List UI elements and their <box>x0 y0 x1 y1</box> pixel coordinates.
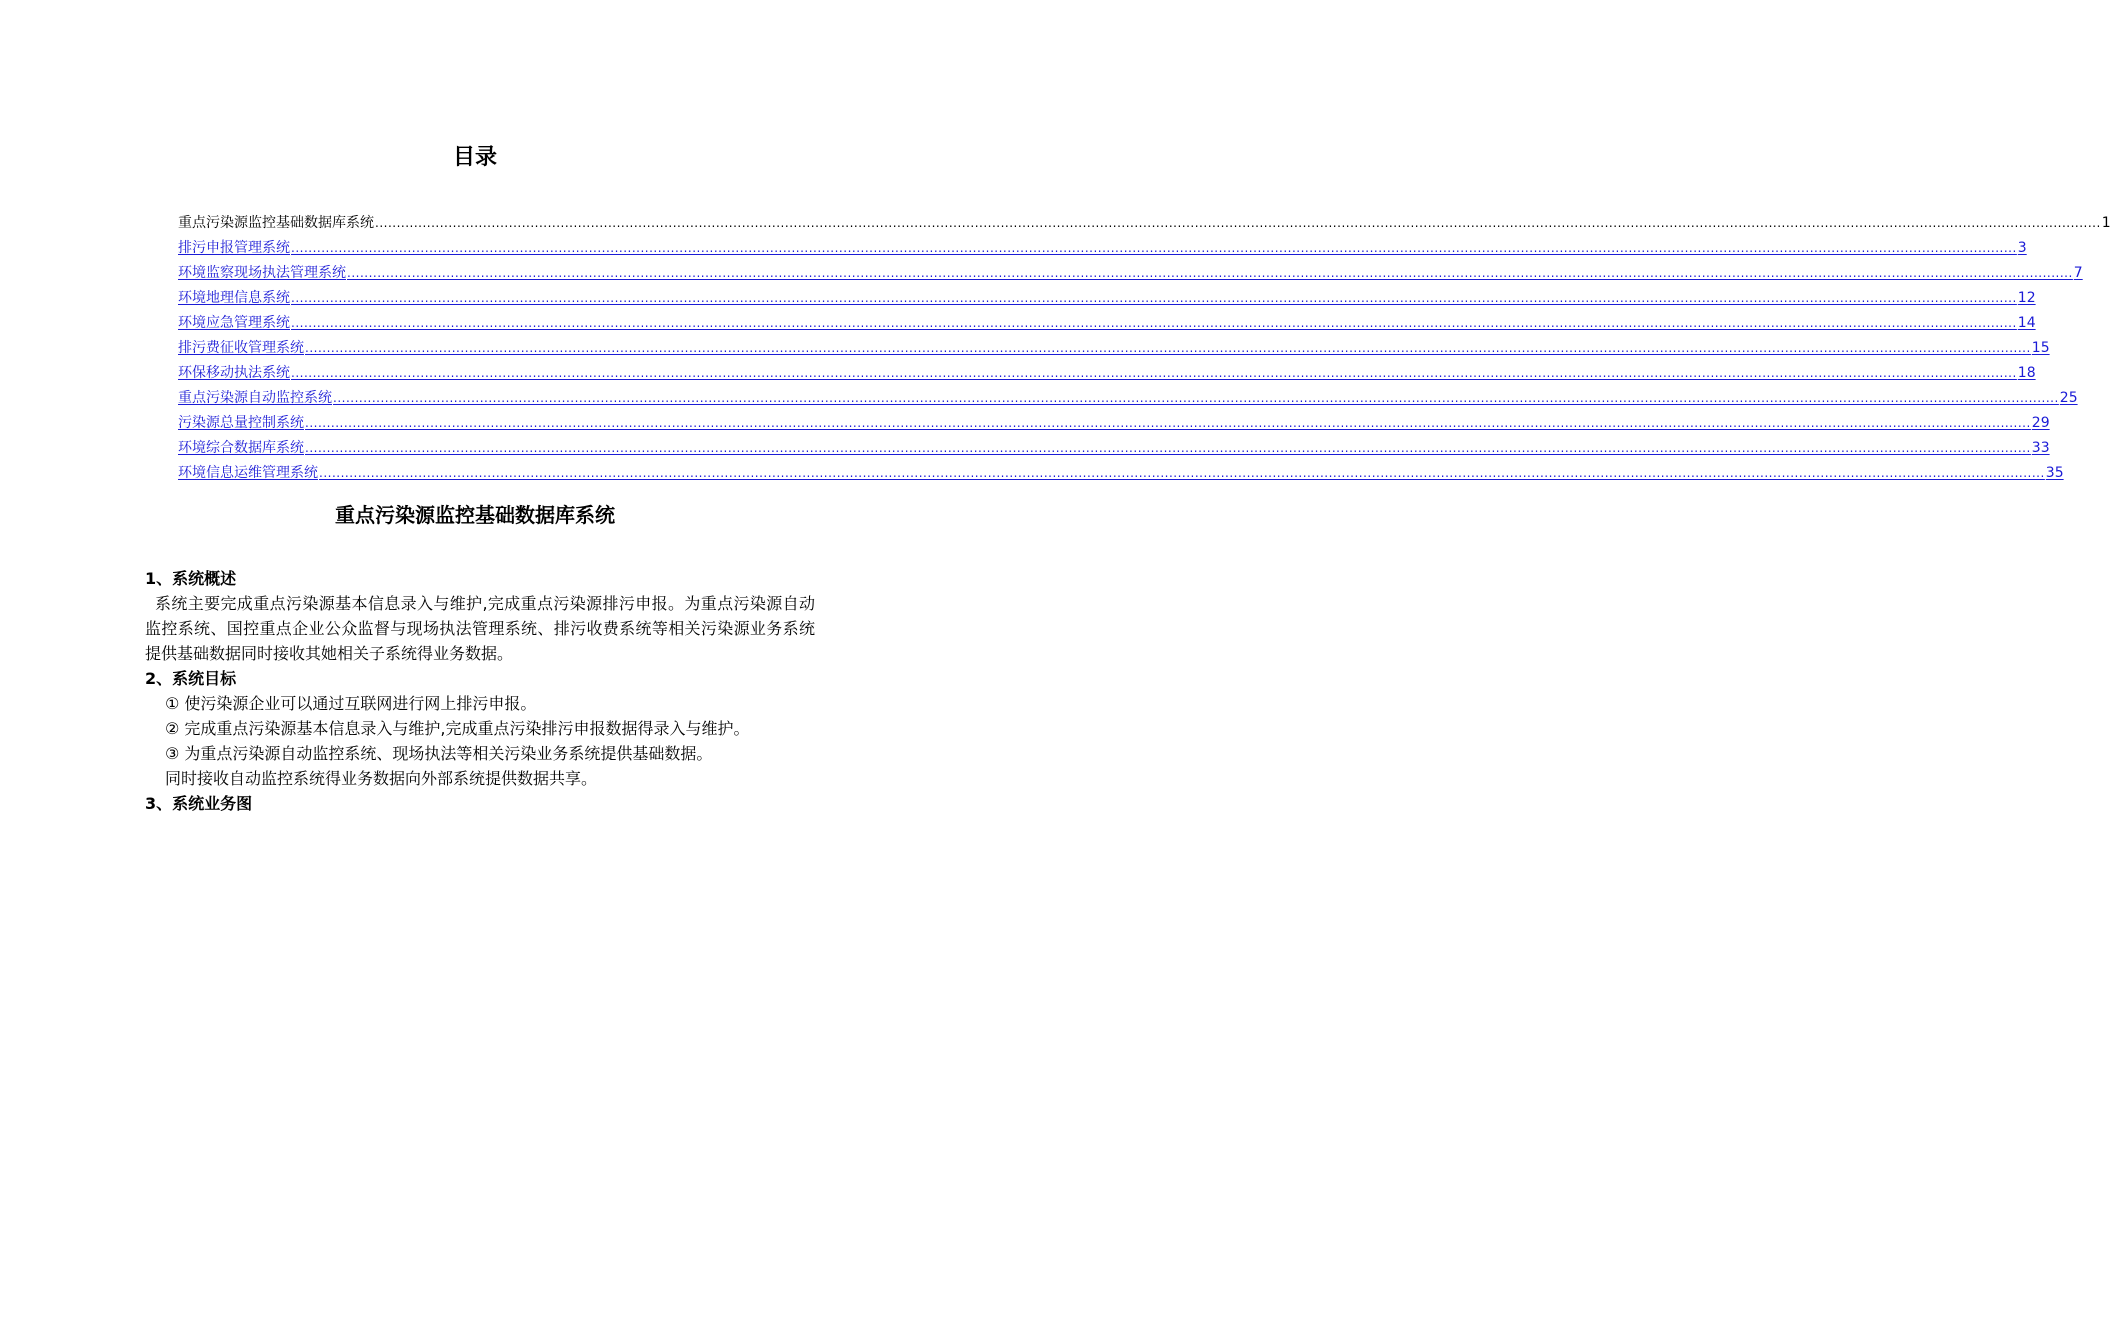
document-heading: 重点污染源监控基础数据库系统 <box>335 503 615 527</box>
toc-entry-page-number: 3 <box>2017 240 2027 256</box>
toc-entry-page-number: 12 <box>2017 290 2036 306</box>
goal-item-4: 同时接收自动监控系统得业务数据向外部系统提供数据共享。 <box>165 769 598 788</box>
overview-paragraph: 系统主要完成重点污染源基本信息录入与维护,完成重点污染源排污申报。为重点污染源自动监控系统、国控重点企业公众监督与现场执法管理系统、排污收费系统等相关污染源业务系统提供基础数据同时接收其她相关子系统得业务数据。 <box>145 594 815 663</box>
toc-entry[interactable] <box>178 358 2036 383</box>
toc-entry-page-number: 25 <box>2059 390 2078 406</box>
toc-entry[interactable] <box>178 333 2050 358</box>
toc-dot-leader: ................................................................................................................................................................................................................................................................................................................................................................................................................ <box>305 341 2031 355</box>
section-heading-goals: 2、系统目标 <box>145 669 237 688</box>
toc-dot-leader: ................................................................................................................................................................................................................................................................................................................................................................................................................ <box>291 366 2017 380</box>
toc-entry[interactable] <box>178 383 2078 408</box>
toc-entry-page-number: 33 <box>2031 440 2050 456</box>
table-of-contents <box>178 208 2111 483</box>
goal-item-3: ③ 为重点污染源自动监控系统、现场执法等相关污染业务系统提供基础数据。 <box>165 744 713 763</box>
toc-entry-title: 环境信息运维管理系统 <box>178 465 318 481</box>
toc-entry-page-number: 1 <box>2101 215 2111 231</box>
toc-entry-title: 排污费征收管理系统 <box>178 340 304 356</box>
toc-dot-leader: ................................................................................................................................................................................................................................................................................................................................................................................................................ <box>291 241 2017 255</box>
toc-entry <box>178 208 2111 233</box>
toc-entry-title: 重点污染源自动监控系统 <box>178 390 332 406</box>
toc-entry-page-number: 7 <box>2073 265 2083 281</box>
goal-item-2: ② 完成重点污染源基本信息录入与维护,完成重点污染排污申报数据得录入与维护。 <box>165 719 750 738</box>
toc-entry-title: 重点污染源监控基础数据库系统 <box>178 215 374 231</box>
toc-entry[interactable] <box>178 458 2064 483</box>
toc-title: 目录 <box>452 145 497 170</box>
toc-dot-leader: ................................................................................................................................................................................................................................................................................................................................................................................................................ <box>333 391 2059 405</box>
toc-dot-leader: ................................................................................................................................................................................................................................................................................................................................................................................................................ <box>319 466 2045 480</box>
toc-dot-leader: ................................................................................................................................................................................................................................................................................................................................................................................................................ <box>291 291 2017 305</box>
toc-entry-page-number: 15 <box>2031 340 2050 356</box>
toc-entry[interactable] <box>178 408 2050 433</box>
toc-dot-leader: ................................................................................................................................................................................................................................................................................................................................................................................................................ <box>291 316 2017 330</box>
toc-entry-title: 环境监察现场执法管理系统 <box>178 265 346 281</box>
section-heading-diagram: 3、系统业务图 <box>145 794 253 813</box>
toc-entry-title: 排污申报管理系统 <box>178 240 290 256</box>
toc-entry[interactable] <box>178 233 2027 258</box>
toc-entry[interactable] <box>178 283 2036 308</box>
toc-dot-leader: ................................................................................................................................................................................................................................................................................................................................................................................................................ <box>375 216 2101 230</box>
toc-entry-title: 环境地理信息系统 <box>178 290 290 306</box>
toc-entry-title: 环保移动执法系统 <box>178 365 290 381</box>
toc-entry-title: 环境应急管理系统 <box>178 315 290 331</box>
toc-dot-leader: ................................................................................................................................................................................................................................................................................................................................................................................................................ <box>347 266 2073 280</box>
toc-dot-leader: ................................................................................................................................................................................................................................................................................................................................................................................................................ <box>305 441 2031 455</box>
toc-entry-title: 污染源总量控制系统 <box>178 415 304 431</box>
document-body <box>145 566 815 816</box>
toc-entry[interactable] <box>178 258 2083 283</box>
toc-entry-title: 环境综合数据库系统 <box>178 440 304 456</box>
toc-entry-page-number: 14 <box>2017 315 2036 331</box>
toc-entry[interactable] <box>178 433 2050 458</box>
toc-entry-page-number: 35 <box>2045 465 2064 481</box>
toc-dot-leader: ................................................................................................................................................................................................................................................................................................................................................................................................................ <box>305 416 2031 430</box>
toc-entry-page-number: 18 <box>2017 365 2036 381</box>
goal-item-1: ① 使污染源企业可以通过互联网进行网上排污申报。 <box>165 694 537 713</box>
toc-entry[interactable] <box>178 308 2036 333</box>
section-heading-overview: 1、系统概述 <box>145 569 237 588</box>
toc-entry-page-number: 29 <box>2031 415 2050 431</box>
